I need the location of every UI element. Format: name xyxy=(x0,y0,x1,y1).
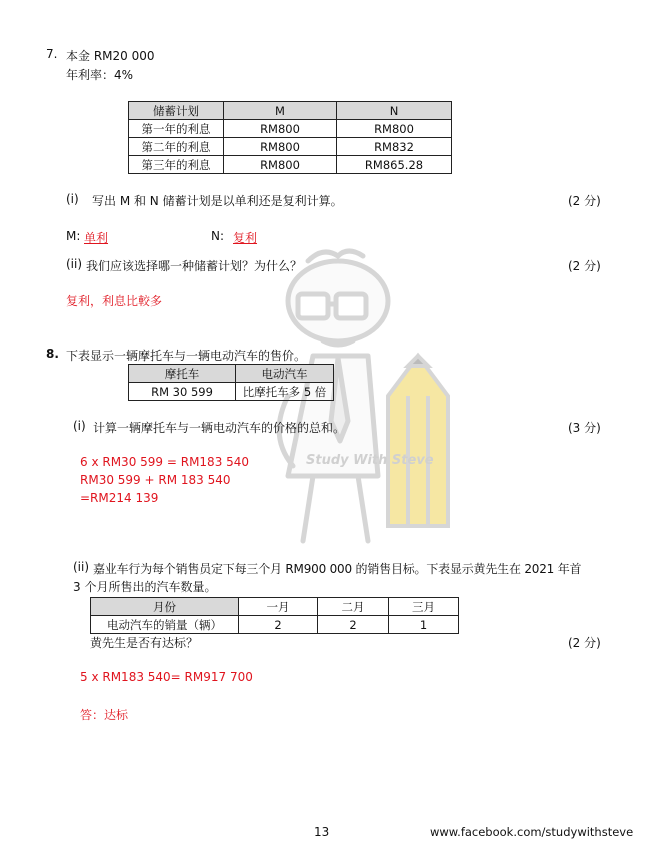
q7-n-answer: 复利 xyxy=(233,231,258,245)
q8-ii-question-line: 嘉业车行为每个销售员定下每三个月 RM900 000 的销售目标。下表显示黄先生在 2021 年首 xyxy=(93,562,582,576)
q7-ii-marks: (2 分) xyxy=(568,259,601,273)
table-cell: RM800 xyxy=(224,156,337,174)
q7-savings-table xyxy=(128,101,452,174)
table-header-cell: 三月 xyxy=(389,598,459,616)
page-number: 13 xyxy=(314,825,330,839)
q7-ii-label: (ii) xyxy=(66,257,83,271)
table-row xyxy=(91,616,459,634)
table-cell: RM 30 599 xyxy=(129,383,236,401)
table-cell: 第一年的利息 xyxy=(129,120,224,138)
q8-ii-question-line: 3 个月所售出的汽车数量。 xyxy=(73,580,217,594)
q7-ii-question: 我们应该选择哪一种储蓄计划？为什么？ xyxy=(86,259,303,273)
table-cell: 2 xyxy=(239,616,318,634)
table-cell: 第三年的利息 xyxy=(129,156,224,174)
q8-i-label: (i) xyxy=(73,419,86,433)
q8-ii-label: (ii) xyxy=(73,560,90,574)
table-cell: RM865.28 xyxy=(337,156,452,174)
q8-i-working-line: RM30 599 + RM 183 540 xyxy=(80,473,231,487)
q8-ii-working: 5 x RM183 540= RM917 700 xyxy=(80,670,253,684)
q7-principal: 本金 RM20 000 xyxy=(66,49,155,63)
q8-i-marks: (3 分) xyxy=(568,421,601,435)
q8-ii-answer: 答：达标 xyxy=(80,708,129,722)
q7-ii-answer: 复利，利息比較多 xyxy=(66,294,163,308)
q8-price-table xyxy=(128,364,334,401)
table-cell: 第二年的利息 xyxy=(129,138,224,156)
table-header-cell: 摩托车 xyxy=(129,365,236,383)
q8-intro: 下表显示一辆摩托车与一辆电动汽车的售价。 xyxy=(66,349,307,363)
q7-i-label: (i) xyxy=(66,192,79,206)
table-header-cell: M xyxy=(224,102,337,120)
table-header-row xyxy=(129,102,452,120)
q8-number: 8. xyxy=(46,347,59,361)
q7-m-answer: 单利 xyxy=(84,231,109,245)
q7-number: 7. xyxy=(46,47,58,61)
table-header-cell: 电动汽车 xyxy=(236,365,334,383)
table-cell: RM800 xyxy=(337,120,452,138)
q8-sales-table xyxy=(90,597,459,634)
table-header-cell: 二月 xyxy=(318,598,389,616)
q8-ii-marks: (2 分) xyxy=(568,636,601,650)
watermark-text: Study With Steve xyxy=(306,453,434,468)
q7-n-label: N: xyxy=(211,229,225,243)
table-header-cell: 储蓄计划 xyxy=(129,102,224,120)
table-row xyxy=(129,120,452,138)
table-cell: RM800 xyxy=(224,138,337,156)
table-header-row xyxy=(129,365,334,383)
footer-url: www.facebook.com/studywithsteve xyxy=(430,825,634,839)
table-header-row xyxy=(91,598,459,616)
table-cell: 1 xyxy=(389,616,459,634)
q8-i-working-line: =RM214 139 xyxy=(80,491,159,505)
table-header-cell: 月份 xyxy=(91,598,239,616)
q7-m-label: M: xyxy=(66,229,81,243)
table-header-cell: N xyxy=(337,102,452,120)
table-cell: 比摩托车多 5 倍 xyxy=(236,383,334,401)
q8-i-working-line: 6 x RM30 599 = RM183 540 xyxy=(80,455,250,469)
table-row xyxy=(129,138,452,156)
table-cell: 电动汽车的销量（辆） xyxy=(91,616,239,634)
q7-i-question: 写出 M 和 N 储蓄计划是以单利还是复利计算。 xyxy=(92,194,343,208)
q7-i-marks: (2 分) xyxy=(568,194,601,208)
table-header-cell: 一月 xyxy=(239,598,318,616)
table-cell: RM832 xyxy=(337,138,452,156)
table-row xyxy=(129,156,452,174)
table-row xyxy=(129,383,334,401)
q8-i-question: 计算一辆摩托车与一辆电动汽车的价格的总和。 xyxy=(93,421,346,435)
table-cell: RM800 xyxy=(224,120,337,138)
table-cell: 2 xyxy=(318,616,389,634)
q8-ii-question-line: 黄先生是否有达标？ xyxy=(90,636,199,650)
q7-rate: 年利率：4% xyxy=(66,68,134,82)
